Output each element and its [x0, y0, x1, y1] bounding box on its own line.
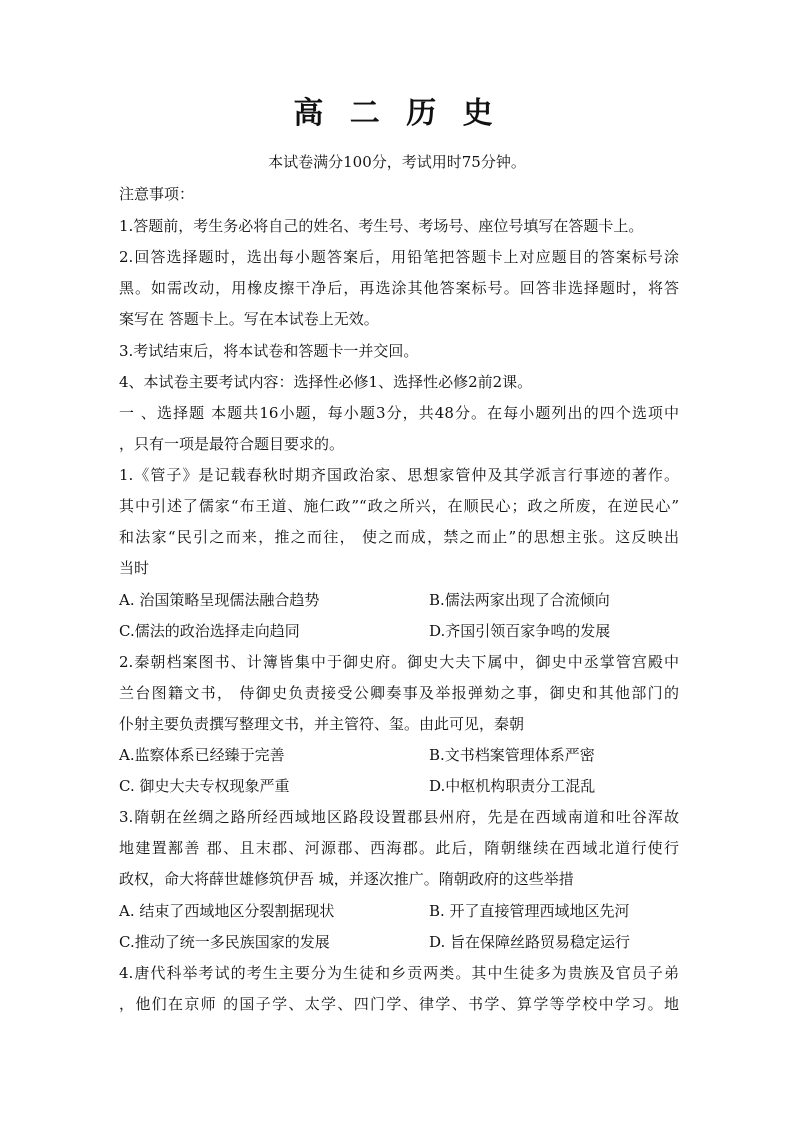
- question-1-option-c: C.儒法的政治选择走向趋同: [119, 622, 300, 640]
- question-2-stem: 仆射主要负责撰写整理文书，并主管符、玺。由此可见，秦朝: [119, 715, 525, 733]
- exam-subtitle: 本试卷满分100分，考试用时75分钟。: [268, 153, 526, 171]
- notice-line: 案写在 答题卡上。写在本试卷上无效。: [119, 310, 379, 328]
- question-3-stem: 地建置鄯善 郡、且末郡、河源郡、西海郡。此后，隋朝继续在西域北道行使行: [119, 839, 679, 857]
- notice-line: 1.答题前，考生务必将自己的姓名、考生号、考场号、座位号填写在答题卡上。: [119, 217, 644, 235]
- question-4-stem: 4.唐代科举考试的考生主要分为生徒和乡贡两类。其中生徒多为贵族及官员子弟: [119, 964, 679, 982]
- section-heading: ，只有一项是最符合题目要求的。: [119, 435, 345, 453]
- notice-line: 黑。如需改动，用橡皮擦干净后，再选涂其他答案标号。回答非选择题时，将答: [119, 279, 679, 297]
- question-3-option-c: C.推动了统一多民族国家的发展: [119, 933, 330, 951]
- question-3-option-d: D. 旨在保障丝路贸易稳定运行: [429, 933, 631, 951]
- section-heading: 一 、选择题 本题共16小题，每小题3分，共48分。在每小题列出的四个选项中: [119, 404, 679, 422]
- question-1-stem: 当时: [119, 559, 150, 577]
- notice-line: 2.回答选择题时，选出每小题答案后，用铅笔把答题卡上对应题目的答案标号涂: [119, 248, 679, 266]
- question-4-stem: ，他们在京师 的国子学、太学、四门学、律学、书学、算学等学校中学习。地: [119, 995, 679, 1013]
- question-3-option-b: B. 开了直接管理西域地区先河: [429, 902, 630, 920]
- notice-heading: 注意事项：: [119, 185, 195, 203]
- question-2-stem: 兰台图籍文书， 侍御史负责接受公卿奏事及举报弹劾之事，御史和其他部门的: [119, 684, 679, 702]
- page-title: 高 二 历 史: [293, 96, 501, 131]
- question-3-stem: 3.隋朝在丝绸之路所经西域地区路段设置郡县州府，先是在西域南道和吐谷浑故: [119, 808, 679, 826]
- question-3-option-a: A. 结束了西域地区分裂割据现状: [119, 902, 335, 920]
- question-2-stem: 2.秦朝档案图书、计簿皆集中于御史府。御史大夫下属中，御史中丞掌管宫殿中: [119, 653, 679, 671]
- question-2-option-a: A.监察体系已经臻于完善: [119, 746, 285, 764]
- notice-line: 4、本试卷主要考试内容：选择性必修1、选择性必修2前2课。: [119, 373, 533, 391]
- question-1-stem: 1.《管子》是记载春秋时期齐国政治家、思想家管仲及其学派言行事迹的著作。: [119, 466, 679, 484]
- question-1-stem: 其中引述了儒家“布王道、施仁政”“政之所兴，在顺民心；政之所废，在逆民心”: [119, 497, 679, 515]
- question-1-option-b: B.儒法两家出现了合流倾向: [429, 591, 610, 609]
- question-1-option-a: A. 治国策略呈现儒法融合趋势: [119, 591, 320, 609]
- question-1-option-d: D.齐国引领百家争鸣的发展: [429, 622, 611, 640]
- question-1-stem: 和法家“民引之而来，推之而往， 使之而成，禁之而止”的思想主张。这反映出: [119, 528, 679, 546]
- question-3-stem: 政权，命大将薛世雄修筑伊吾 城，并逐次推广。隋朝政府的这些举措: [119, 870, 574, 888]
- question-2-option-c: C. 御史大夫专权现象严重: [119, 777, 290, 795]
- question-2-option-b: B.文书档案管理体系严密: [429, 746, 595, 764]
- notice-line: 3.考试结束后，将本试卷和答题卡一并交回。: [119, 342, 419, 360]
- question-2-option-d: D.中枢机构职责分工混乱: [429, 777, 596, 795]
